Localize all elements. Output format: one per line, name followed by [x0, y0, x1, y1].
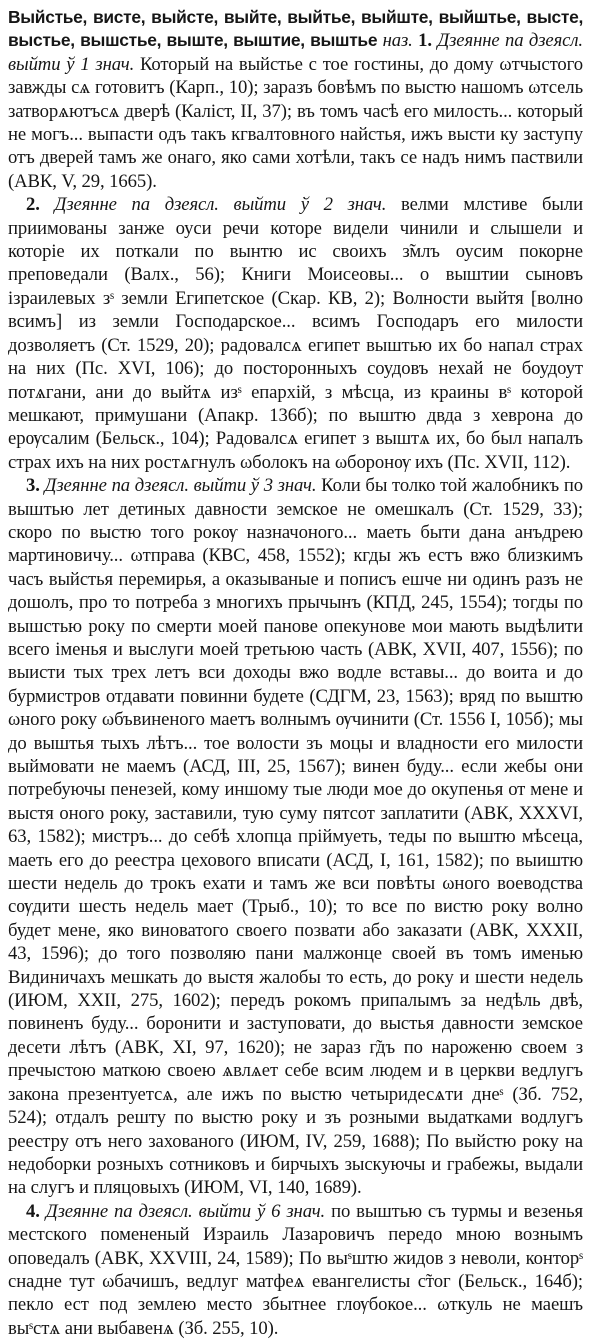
sense-definition-2: Дзеянне па дзеясл. выйти ў 2 знач. [54, 194, 387, 216]
entry-sense-4 [8, 1200, 583, 1340]
sense-definition-1: Дзеянне па дзеясл. выйти ў 1 знач. [8, 30, 583, 75]
sense-citations-2: велми млстиве были приимованы занже оуси речи которе видели чинили и слышели и которіе их поткали по вынтю ис своихъ з̃млъ оусим покорне преповедали (Валх., 56); Книги Моисеовы... о выштии сыновъ ізраилевых зˢ земли Египетское (Скар. КВ, 2); Волности выйтя [волно всимъ] из земли Господарское... всимъ Господаръ его милости дозволяетъ (Ст. 1529, 20); радовалсѧ египет выштью их бо напал страх на них (Пс. XVI, 106); до посторонныхъ соудовъ нехай не боудоут потѧгани, ани до выйтѧ изˢ епархій, з мѣсца, из краины вˢ которой мешкают, примушани (Апакр. 136б); по выштю двда з хеврона до ерѹсалим (Бельск., 104); Радовалсѧ египет з выштѧ их, бо был напалъ страх ихъ на них ростѧгнулъ ωболокъ на ωборонѹ ихъ (Пс. XVII, 112). [8, 194, 583, 473]
entry-sense-3 [8, 474, 583, 1200]
sense-number-2: 2. [26, 194, 40, 216]
entry-sense-1 [8, 6, 583, 193]
sense-definition-3: Дзеянне па дзеясл. выйти ў 3 знач. [44, 475, 317, 497]
sense-definition-4: Дзеянне па дзеясл. выйти ў 6 знач. [45, 1200, 326, 1222]
sense-citations-1: Который на выйстье с тое гостины, до дому ωтчыстого завжды сѧ готовитъ (Карп., 10); заразъ бовѣмъ по выстю нашомъ ωтсель затворѧютъсѧ дверѣ (Каліст, II, 37); въ томъ часѣ его милость... который не могъ... выпасти одъ такъ кгвалтовного найстья, ижъ высти ку заступу отъ дверей тамъ же онаго, яко сами хотѣли, такъ се надъ нимъ паствили (АВК, V, 29, 1665). [8, 53, 583, 192]
entry-sense-2 [8, 193, 583, 474]
sense-citations-4: по выштью съ турмы и везенья местского помененый Израиль Лазаровичъ передо мною вознымъ оповедалъ (АВК, XXVIII, 24, 1589); По выˢштю жидов з неволи, конторˢ снадне тут ωбачишъ, ведлуг матфеѧ евангелисты с̃тог (Бельск., 164б); пекло ест под землею место збытнее глѹбокое... ωткуль не маешъ выˢстѧ ани выбавенѧ (Зб. 255, 10). [8, 1200, 583, 1339]
sense-citations-3: Коли бы толко той жалобникъ по выштью лет детиных давности земское не омешкалъ (Ст. 1529, 33); скоро по выстю того рокѹ назначоного... маеть быти дана анъдрею мартиновичу... ωтправа (КВС, 458, 1552); кгды жъ естъ вжо близкимъ часъ выйстья перемирья, а оказываные и пописъ ешче ни одинъ разъ не дошолъ, про то потреба з многихъ прычынъ (КПД, 245, 1554); тогды по вышстью року по смерти моей панове опекунове мои мають выдѣлити всего іменья и выслуги моей третьюю часть (АВК, XVII, 407, 1556); по выисти тых трех летъ вси доходы вжо водле вставы... до воита и до бурмистров отдавати повинни будете (СДГМ, 23, 1563); вряд по выштю ωного року ωбъвиненого маетъ волнымъ ѹчинити (Ст. 1556 I, 105б); мы до выштья тыхъ лѣтъ... тое волости зъ моцы и владности его милости выймовати не маемъ (АСД, III, 25, 1567); винен буду... если жебы они потребуючы пенезей, кому иншому тые люди мое до окупенья от мене и выстя оного року, заставили, тую суму пятсот заплатити (АВК, XXXVI, 63, 1582); мистръ... до себѣ хлопца пріймуеть, теды по выштю мѣсеца, маеть его до реестра цехового вписати (АСД, I, 161, 1582); по выиштю шести недель до трокъ ехати и тамъ же вси повѣты ωного воеводства сѹдити шесть недель мает (Трыб., 10); то все по вистю року волно будет мене, яко виноватого своего позвати або заказати (АВК, XXXII, 43, 1596); до того позволяю пани малжонце своей въ томъ именью Видиничахъ мешкать до выстя жалобы то есть, до року и шести недель (ИЮМ, XXII, 275, 1602); передъ рокомъ припалымъ за недѣль двѣ, повиненъ буду... боронити и заступовати, до выстья давности земское десети лѣтъ (АВК, XI, 97, 1620); не зараз г̃дъ по нароженю своем з пречыстою маткою своею ѧвлѧет себе всим людем и в церкви ведлугъ закона презентуетсѧ, але ижъ по выстю четыридесѧти днеˢ (Зб. 752, 524); отдалъ решту по выстю року и зъ розными выдатками водлугъ реестру отъ него захованого (ИЮМ, IV, 259, 1688); По выйстю року на недоборки розныхъ сотниковъ и бирчыхъ зыскуючы и грабежы, выдали на слугъ и пляцовыхъ (ИЮМ, VI, 140, 1689). [8, 475, 583, 1199]
entry-headwords: Выйстье, висте, выйсте, выйте, выйтье, выйште, выйштье, высте, выстье, вышстье, выште, выштие, выштье [8, 7, 583, 51]
sense-number-3: 3. [26, 475, 40, 497]
dictionary-page [8, 0, 583, 1340]
sense-number-1: 1. [418, 30, 432, 52]
sense-number-4: 4. [26, 1200, 40, 1222]
grammatical-label: наз. [382, 30, 413, 52]
